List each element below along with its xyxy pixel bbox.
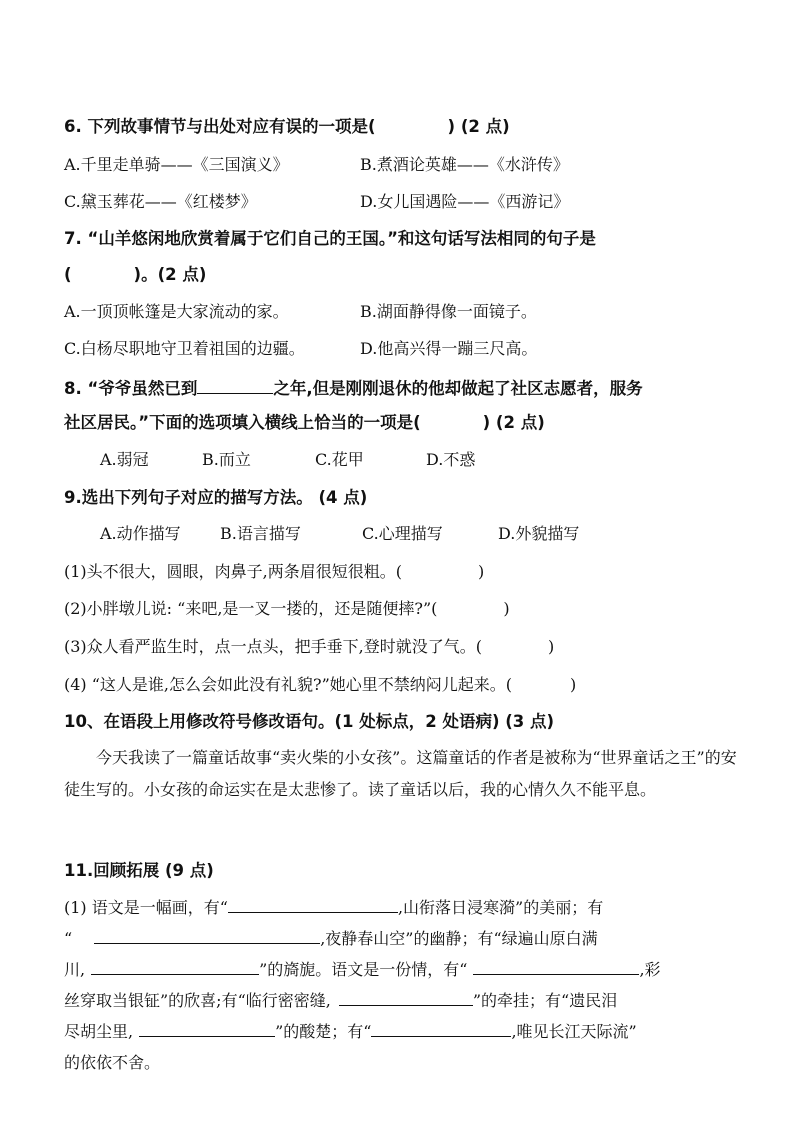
q6-stem — [64, 116, 510, 138]
q8-stem-2 — [64, 412, 545, 434]
fill-blank[interactable] — [94, 927, 320, 944]
q8-points: ) (2 点) — [482, 413, 545, 432]
q8-stem-text-3: 社区居民。”下面的选项填入横线上恰当的一项是( — [64, 413, 421, 432]
q8-stem-text-2: 之年,但是刚刚退休的他却做起了社区志愿者，服务 — [273, 379, 643, 398]
q7-stem: 7. “山羊悠闲地欣赏着属于它们自己的王国。”和这句话写法相同的句子是 — [64, 229, 596, 248]
q11-text: ”的旖旎。语文是一份情，有“ — [259, 960, 468, 979]
q11-stem: 11.回顾拓展 (9 点) — [64, 861, 214, 880]
q11-text: ,山衔落日浸寒漪”的美丽；有 — [397, 898, 604, 917]
q8-stem — [64, 377, 643, 400]
q9-item-2 — [64, 598, 510, 620]
q8-option-a: A.弱冠 — [100, 450, 149, 469]
q10-paragraph[interactable]: 今天我读了一篇童话故事“卖火柴的小女孩”。这篇童话的作者是被称为“世界童话之王”的安徒生写的。小女孩的命运实在是太悲惨了。读了童话以后，我的心情久久不能平息。 — [64, 748, 737, 799]
q11-text: (1) 语文是一幅画，有“ — [64, 898, 228, 917]
q7-option-b: B.湖面静得像一面镜子。 — [360, 302, 537, 321]
q11-text: 丝穿取当银钲”的欣喜;有“临行密密缝, — [64, 991, 331, 1010]
q7-points: )。(2 点) — [133, 265, 207, 284]
q9-item-4 — [64, 674, 576, 696]
q9-method-d: D.外貌描写 — [498, 524, 580, 543]
q7-option-a: A.一顶顶帐篷是大家流动的家。 — [64, 302, 289, 321]
q6-options-row-1 — [64, 154, 569, 176]
q9-method-b: B.语言描写 — [220, 524, 301, 543]
q7-options-row-2 — [64, 338, 538, 360]
q6-points: ) (2 点) — [447, 117, 510, 136]
q11-text: 尽胡尘里, — [64, 1022, 134, 1041]
fill-blank[interactable] — [197, 377, 273, 394]
q11-text: ,夜静春山空”的幽静；有“绿遍山原白满 — [320, 929, 598, 948]
fill-blank[interactable] — [473, 958, 639, 975]
q7-stem-2 — [64, 264, 206, 286]
q6-options-row-2 — [64, 191, 570, 213]
q11-text: ”的酸楚；有“ — [275, 1022, 372, 1041]
close-paren: ) — [503, 599, 510, 618]
q7-options-row-1 — [64, 301, 537, 323]
q9-stem: 9.选出下列句子对应的描写方法。 (4 点) — [64, 488, 368, 507]
q11-text: “ — [64, 929, 73, 948]
q8-option-b: B.而立 — [202, 450, 251, 469]
fill-blank[interactable] — [371, 1020, 511, 1037]
q7-option-c: C.白杨尽职地守卫着祖国的边疆。 — [64, 339, 305, 358]
q11-part-1 — [64, 892, 744, 1078]
q11-text: 的依依不舍。 — [64, 1053, 161, 1072]
q9-item-text: (1)头不很大，圆眼，肉鼻子,两条眉很短很粗。( — [64, 562, 402, 581]
fill-blank[interactable] — [139, 1020, 275, 1037]
fill-blank[interactable] — [91, 958, 259, 975]
close-paren: ) — [570, 675, 577, 694]
q9-item-text: (4) “这人是谁,怎么会如此没有礼貌?”她心里不禁纳闷儿起来。( — [64, 675, 513, 694]
q8-stem-text: 8. “爷爷虽然已到 — [64, 379, 198, 398]
q7-open-paren: ( — [64, 265, 72, 284]
q10-stem: 10、在语段上用修改符号修改语句。(1 处标点，2 处语病) (3 点) — [64, 712, 555, 731]
q6-option-c: C.黛玉葬花——《红楼梦》 — [64, 192, 257, 211]
q9-item-3 — [64, 636, 554, 658]
q6-option-d: D.女儿国遇险——《西游记》 — [360, 192, 570, 211]
fill-blank[interactable] — [339, 989, 473, 1006]
q6-option-a: A.千里走单骑——《三国演义》 — [64, 155, 289, 174]
q9-item-text: (3)众人看严监生时，点一点头，把手垂下,登时就没了气。( — [64, 637, 482, 656]
q8-option-d: D.不惑 — [426, 450, 476, 469]
close-paren: ) — [478, 562, 485, 581]
q6-stem-text: 6. 下列故事情节与出处对应有误的一项是( — [64, 117, 376, 136]
q9-method-c: C.心理描写 — [362, 524, 443, 543]
q11-text: ”的牵挂；有“遗民泪 — [472, 991, 618, 1010]
q11-text: ,唯见长江天际流” — [511, 1022, 637, 1041]
q7-option-d: D.他高兴得一蹦三尺高。 — [360, 339, 538, 358]
q6-option-b: B.煮酒论英雄——《水浒传》 — [360, 155, 569, 174]
q11-text: ,彩 — [639, 960, 661, 979]
q9-method-a: A.动作描写 — [100, 524, 181, 543]
q8-option-c: C.花甲 — [315, 450, 364, 469]
fill-blank[interactable] — [228, 896, 398, 913]
close-paren: ) — [548, 637, 555, 656]
q9-item-1 — [64, 561, 484, 583]
q11-text: 川, — [64, 960, 86, 979]
q9-item-text: (2)小胖墩儿说: “来吧,是一叉一搂的，还是随便摔?”( — [64, 599, 438, 618]
